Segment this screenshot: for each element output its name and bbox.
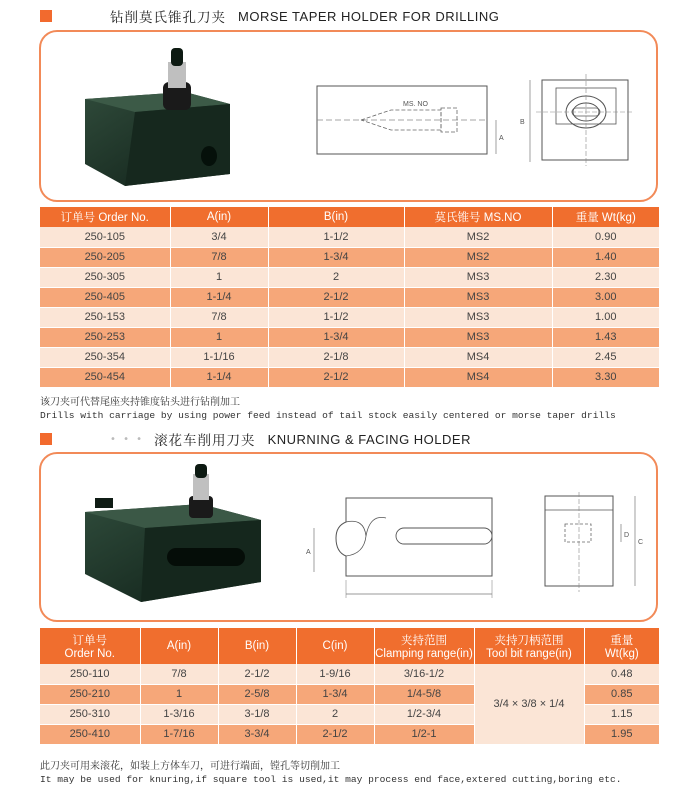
cell: 250-210 [40, 684, 140, 704]
dots-decor: • • • [110, 433, 145, 445]
cell: 2.45 [552, 347, 659, 367]
table-row [40, 267, 659, 287]
morse-holder-end-drawing [516, 66, 636, 176]
col-ms-no: 莫氏锥号 MS.NO [404, 207, 552, 227]
cell: MS3 [404, 307, 552, 327]
col-b: B(in) [268, 207, 404, 227]
cell: 250-153 [40, 307, 170, 327]
table-row [40, 347, 659, 367]
cell: 1 [140, 684, 218, 704]
cell: 3.00 [552, 287, 659, 307]
dim-label-msno: MS. NO [403, 101, 428, 108]
cell: 1-7/16 [140, 724, 218, 744]
table-row [40, 287, 659, 307]
col-tool-bit-range [474, 628, 584, 664]
col-order-no [40, 628, 140, 664]
section1-heading [40, 6, 499, 26]
table-row [40, 227, 659, 247]
cell: 7/8 [140, 664, 218, 684]
morse-holder-side-drawing [311, 70, 511, 170]
cell: MS3 [404, 267, 552, 287]
cell: 1.15 [584, 704, 659, 724]
col-weight: 重量 Wt(kg) [552, 207, 659, 227]
section2-frame [39, 452, 658, 622]
cell: 1 [170, 327, 268, 347]
cell: 1-3/4 [268, 327, 404, 347]
cell: 1-3/4 [268, 247, 404, 267]
cell: 7/8 [170, 307, 268, 327]
header-en: Clamping range(in) [375, 648, 473, 660]
cell: 1-1/16 [170, 347, 268, 367]
dim-label-a: A [499, 135, 504, 142]
cell: 0.85 [584, 684, 659, 704]
table-row [40, 247, 659, 267]
cell: 3-1/8 [218, 704, 296, 724]
section1-note-cn: 该刀夹可代替尾座夹持锥度钻头进行钻削加工 [40, 397, 240, 408]
cell: 1.00 [552, 307, 659, 327]
cell: 1-1/4 [170, 287, 268, 307]
dim-label-d: D [624, 532, 630, 539]
table-row [40, 327, 659, 347]
table-row [40, 664, 659, 684]
section2-note-en: It may be used for knuring,if square tool is used,it may process end face,extered cutting,boring etc. [40, 774, 622, 785]
table-header-row [40, 207, 659, 227]
cell: 250-354 [40, 347, 170, 367]
col-a [140, 628, 218, 664]
col-a: A(in) [170, 207, 268, 227]
header-en: Order No. [64, 648, 115, 660]
col-b [218, 628, 296, 664]
table-row [40, 367, 659, 387]
cell: 250-410 [40, 724, 140, 744]
orange-square-icon [40, 433, 52, 445]
cell: 2-1/2 [296, 724, 374, 744]
cell: 1/2-3/4 [374, 704, 474, 724]
cell: 250-105 [40, 227, 170, 247]
cell: 250-205 [40, 247, 170, 267]
orange-square-icon [40, 10, 52, 22]
cell: 250-110 [40, 664, 140, 684]
col-clamping-range [374, 628, 474, 664]
cell: 1.43 [552, 327, 659, 347]
cell: 1-1/4 [170, 367, 268, 387]
section1-frame [39, 30, 658, 202]
header-en: Tool bit range(in) [486, 648, 572, 660]
cell: 1-3/16 [140, 704, 218, 724]
section1-title-en: MORSE TAPER HOLDER FOR DRILLING [238, 8, 500, 24]
cell: 250-253 [40, 327, 170, 347]
dim-label-a2: A [306, 549, 311, 556]
col-order-no: 订单号 Order No. [40, 207, 170, 227]
cell: 2-1/2 [268, 367, 404, 387]
cell: 1 [170, 267, 268, 287]
cell: MS2 [404, 247, 552, 267]
cell: 2 [296, 704, 374, 724]
col-weight [584, 628, 659, 664]
cell: 1.95 [584, 724, 659, 744]
section2-heading [40, 429, 471, 449]
section2-note-cn: 此刀夹可用来滚花，如装上方体车刀，可进行端面，镗孔等切削加工 [40, 761, 340, 772]
header-cn: 夹持范围 [401, 635, 447, 647]
section2-title-cn: 滚花车削用刀夹 [154, 433, 256, 449]
cell: 250-305 [40, 267, 170, 287]
header-en: A(in) [166, 640, 192, 652]
cell: 2-1/8 [268, 347, 404, 367]
cell: 3.30 [552, 367, 659, 387]
cell: 2.30 [552, 267, 659, 287]
cell: 3-3/4 [218, 724, 296, 744]
dim-label-c: C [638, 539, 644, 546]
cell: MS3 [404, 287, 552, 307]
cell: 1-3/4 [296, 684, 374, 704]
header-en: Wt(kg) [604, 648, 639, 660]
cell: 0.90 [552, 227, 659, 247]
morse-holder-photo [65, 44, 255, 194]
dim-label-b: B [520, 119, 525, 126]
table-row [40, 307, 659, 327]
cell: 1-1/2 [268, 307, 404, 327]
header-cn: 夹持刀柄范围 [494, 635, 564, 647]
morse-holder-spec-table [40, 207, 659, 388]
section1-title-cn: 钻削莫氏锥孔刀夹 [110, 10, 226, 26]
knurling-holder-end-drawing [533, 482, 653, 607]
section1-note-en: Drills with carriage by using power feed instead of tail stock easily centered or morse taper drills [40, 410, 616, 421]
cell: MS4 [404, 367, 552, 387]
cell: 0.48 [584, 664, 659, 684]
knurling-holder-photo [71, 462, 281, 617]
cell: 1/4-5/8 [374, 684, 474, 704]
header-en: C(in) [322, 640, 348, 652]
cell: 1.40 [552, 247, 659, 267]
cell: 2-1/2 [218, 664, 296, 684]
cell: 2-1/2 [268, 287, 404, 307]
cell: 7/8 [170, 247, 268, 267]
cell: 1/2-1 [374, 724, 474, 744]
cell: 1-1/2 [268, 227, 404, 247]
cell: 2-5/8 [218, 684, 296, 704]
col-c [296, 628, 374, 664]
cell: MS3 [404, 327, 552, 347]
header-cn: 重量 [610, 635, 634, 647]
table-header-row [40, 628, 659, 664]
cell: 250-310 [40, 704, 140, 724]
header-en: B(in) [244, 640, 270, 652]
cell: 3/16-1/2 [374, 664, 474, 684]
cell: 250-454 [40, 367, 170, 387]
tool-bit-range-cell: 3/4 × 3/8 × 1/4 [474, 664, 584, 744]
cell: MS4 [404, 347, 552, 367]
cell: 250-405 [40, 287, 170, 307]
header-cn: 订单号 [72, 635, 107, 647]
knurling-holder-spec-table [40, 628, 659, 745]
cell: 3/4 [170, 227, 268, 247]
cell: 2 [268, 267, 404, 287]
cell: MS2 [404, 227, 552, 247]
section2-title-en: KNURNING & FACING HOLDER [267, 431, 471, 447]
knurling-holder-side-drawing [306, 484, 526, 609]
cell: 1-9/16 [296, 664, 374, 684]
